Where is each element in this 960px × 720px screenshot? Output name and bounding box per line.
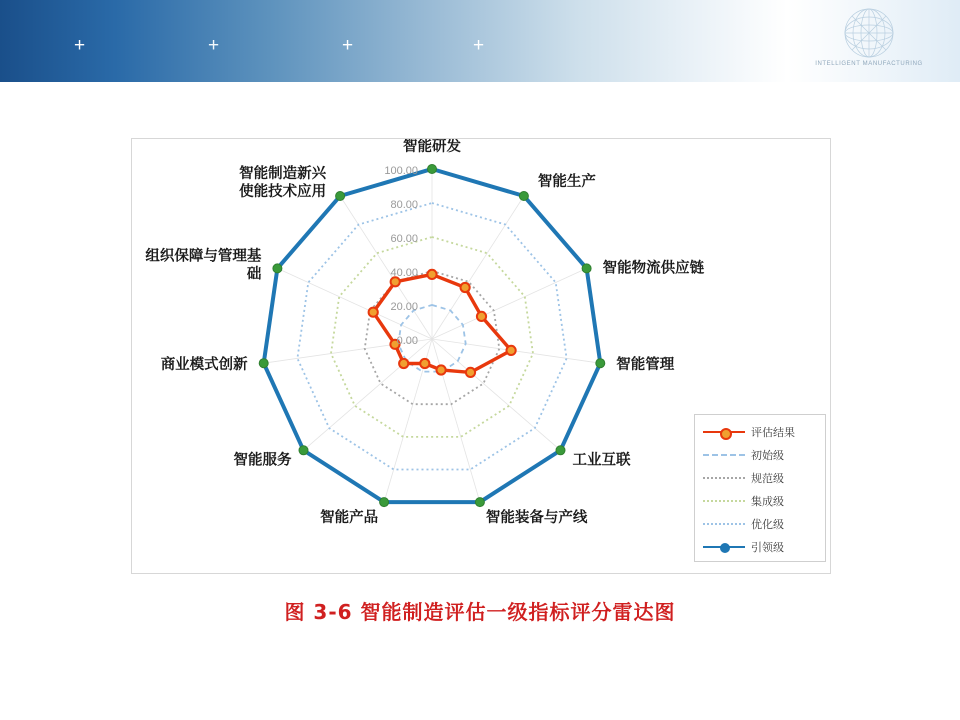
svg-text:20.00: 20.00 (390, 301, 418, 313)
svg-text:40.00: 40.00 (390, 267, 418, 279)
figure-caption: 图 3-6 智能制造评估一级指标评分雷达图 (284, 600, 676, 624)
axis-label-8: 商业模式创新 (160, 357, 248, 374)
legend-swatch-2 (701, 471, 747, 485)
legend-swatch-3 (701, 494, 747, 508)
legend-item-0[interactable] (701, 420, 819, 443)
radar-grid (259, 165, 605, 507)
legend-swatch-5 (701, 540, 747, 554)
axis-label-9: 组织保障与管理基础 (145, 248, 262, 283)
radar-chart-container (131, 138, 831, 574)
svg-text:80.00: 80.00 (390, 199, 418, 211)
brand-logo (814, 6, 924, 76)
legend-label-0: 评估结果 (751, 426, 795, 439)
axis-label-3: 智能管理 (616, 357, 675, 374)
svg-text:0.00: 0.00 (396, 335, 418, 347)
legend-swatch-0 (701, 425, 747, 439)
legend-label-5: 引领级 (751, 541, 784, 554)
axis-label-2: 智能物流供应链 (602, 260, 705, 277)
radar-axis-labels (145, 139, 704, 526)
page-header (0, 0, 960, 82)
svg-text:100.00: 100.00 (384, 165, 418, 177)
header-plus-mark-3: + (342, 35, 354, 56)
legend-label-3: 集成级 (751, 495, 784, 508)
axis-label-10: 智能制造新兴使能技术应用 (239, 166, 327, 200)
legend-label-1: 初始级 (751, 449, 784, 462)
globe-grid-icon (842, 6, 896, 60)
header-plus-mark-2: + (208, 35, 220, 56)
legend-label-4: 优化级 (751, 518, 784, 531)
header-plus-mark-4: + (473, 35, 485, 56)
legend-item-1[interactable] (701, 443, 819, 466)
chart-legend (694, 414, 826, 562)
axis-label-5: 智能装备与产线 (485, 510, 588, 527)
legend-item-3[interactable] (701, 489, 819, 512)
legend-item-2[interactable] (701, 466, 819, 489)
axis-label-6: 智能产品 (320, 510, 379, 527)
axis-label-1: 智能生产 (537, 174, 596, 190)
axis-label-4: 工业互联 (572, 452, 631, 469)
legend-item-5[interactable] (701, 535, 819, 558)
legend-label-2: 规范级 (751, 472, 784, 485)
axis-label-7: 智能服务 (233, 452, 292, 469)
svg-text:60.00: 60.00 (390, 233, 418, 245)
axis-label-0: 智能研发 (403, 139, 461, 155)
legend-swatch-1 (701, 448, 747, 462)
legend-swatch-4 (701, 517, 747, 531)
legend-item-4[interactable] (701, 512, 819, 535)
brand-logo-text: INTELLIGENT MANUFACTURING (815, 61, 923, 67)
header-plus-mark-1: + (74, 35, 86, 56)
